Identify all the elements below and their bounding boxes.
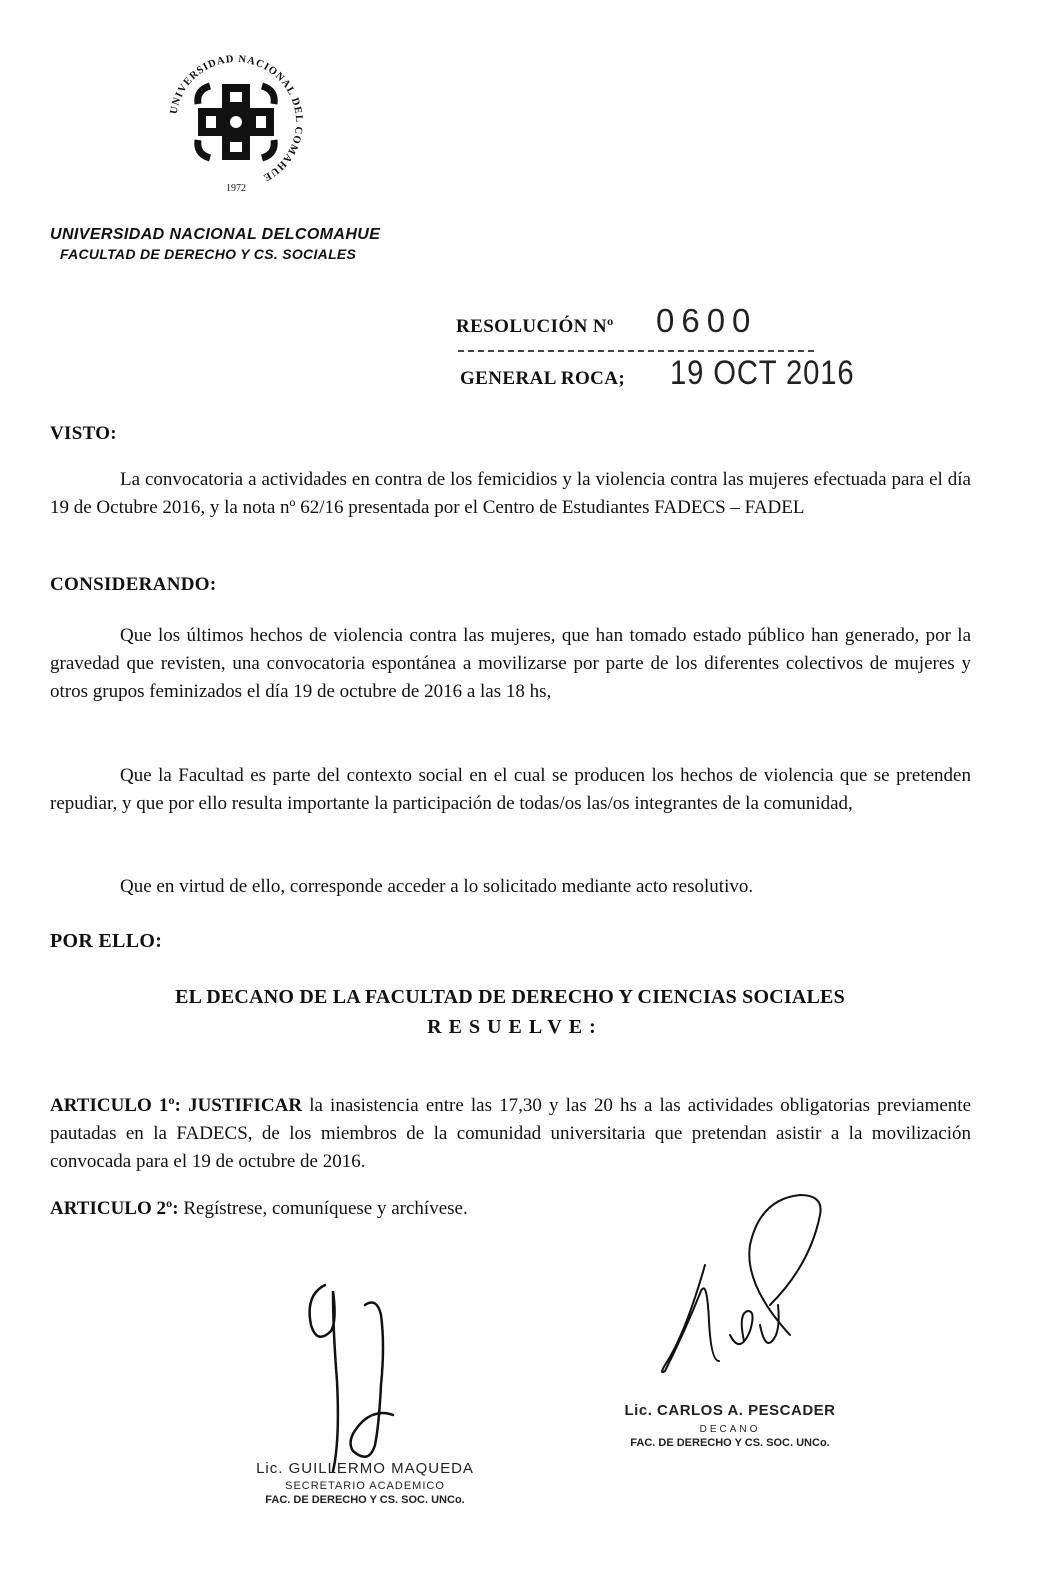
svg-text:1972: 1972: [226, 183, 246, 194]
articulo-1-label: ARTICULO 1º:: [50, 1095, 181, 1116]
signer-left-role: SECRETARIO ACADEMICO: [285, 1480, 445, 1492]
signer-left-faculty: FAC. DE DERECHO Y CS. SOC. UNCo.: [265, 1494, 465, 1506]
signer-right-name: Lic. CARLOS A. PESCADER: [624, 1402, 836, 1419]
svg-text:UNIVERSIDAD NACIONAL DEL COMAH: UNIVERSIDAD NACIONAL DEL COMAHUE: [168, 53, 305, 184]
date-stamp: 19 OCT 2016: [670, 354, 855, 392]
considerando-paragraph-1: Que los últimos hechos de violencia contra las mujeres, que han tomado estado público han generado, por la gravedad que revisten, una convocatoria espontánea a movilizarse por parte de los diferentes colectivos de mujeres y otros grupos feminizados el día 19 de octubre de 2016 a las 18 hs,: [50, 625, 971, 702]
resolution-label: RESOLUCIÓN Nº: [456, 316, 614, 337]
articulo-1-text: la inasistencia entre las 17,30 y las 20 hs a las actividades obligatorias previamente pautadas en la FADECS, de los miembros de la comunidad universitaria que pretendan asistir a la movilización convocada para el 19 de octubre de 2016.: [50, 1095, 972, 1172]
signer-right-role: DECANO: [699, 1424, 761, 1435]
articulo-1-verb: JUSTIFICAR: [188, 1095, 303, 1116]
faculty-name: FACULTAD DE DERECHO Y CS. SOCIALES: [60, 246, 357, 262]
articulo-2-label: ARTICULO 2º:: [50, 1198, 179, 1219]
signature-secretario: [295, 1275, 415, 1480]
signer-left-name: Lic. GUILLERMO MAQUEDA: [256, 1460, 474, 1477]
considerando-paragraph-2: Que la Facultad es parte del contexto social en el cual se producen los hechos de violencia que se pretenden repudiar, y que por ello resulta importante la participación de todas/os las/os integrantes de la comunidad,: [50, 765, 971, 814]
place-label: GENERAL ROCA;: [460, 368, 626, 389]
resolution-number: 0600: [656, 302, 758, 339]
por-ello-heading: POR ELLO:: [50, 930, 163, 952]
visto-heading: VISTO:: [50, 423, 117, 444]
considerando-heading: CONSIDERANDO:: [50, 574, 217, 595]
visto-paragraph: La convocatoria a actividades en contra de los femicidios y la violencia contra las mujeres efectuada para el día 19 de Octubre 2016, y la nota nº 62/16 presentada por el Centro de Estudiantes FADECS – FADEL: [50, 469, 971, 518]
considerando-paragraph-3: Que en virtud de ello, corresponde acceder a lo solicitado mediante acto resolutivo.: [120, 876, 754, 897]
resuelve-heading: RESUELVE:: [427, 1016, 603, 1038]
signer-right-faculty: FAC. DE DERECHO Y CS. SOC. UNCo.: [630, 1437, 830, 1449]
signature-decano: [650, 1185, 840, 1395]
university-seal-logo: [160, 46, 312, 198]
articulo-2-text: Regístrese, comuníquese y archívese.: [183, 1198, 468, 1219]
articulo-1: [50, 1092, 971, 1176]
decano-title: EL DECANO DE LA FACULTAD DE DERECHO Y CIENCIAS SOCIALES: [175, 986, 845, 1008]
university-name: UNIVERSIDAD NACIONAL DELCOMAHUE: [50, 226, 381, 243]
dashed-separator: [458, 350, 814, 352]
